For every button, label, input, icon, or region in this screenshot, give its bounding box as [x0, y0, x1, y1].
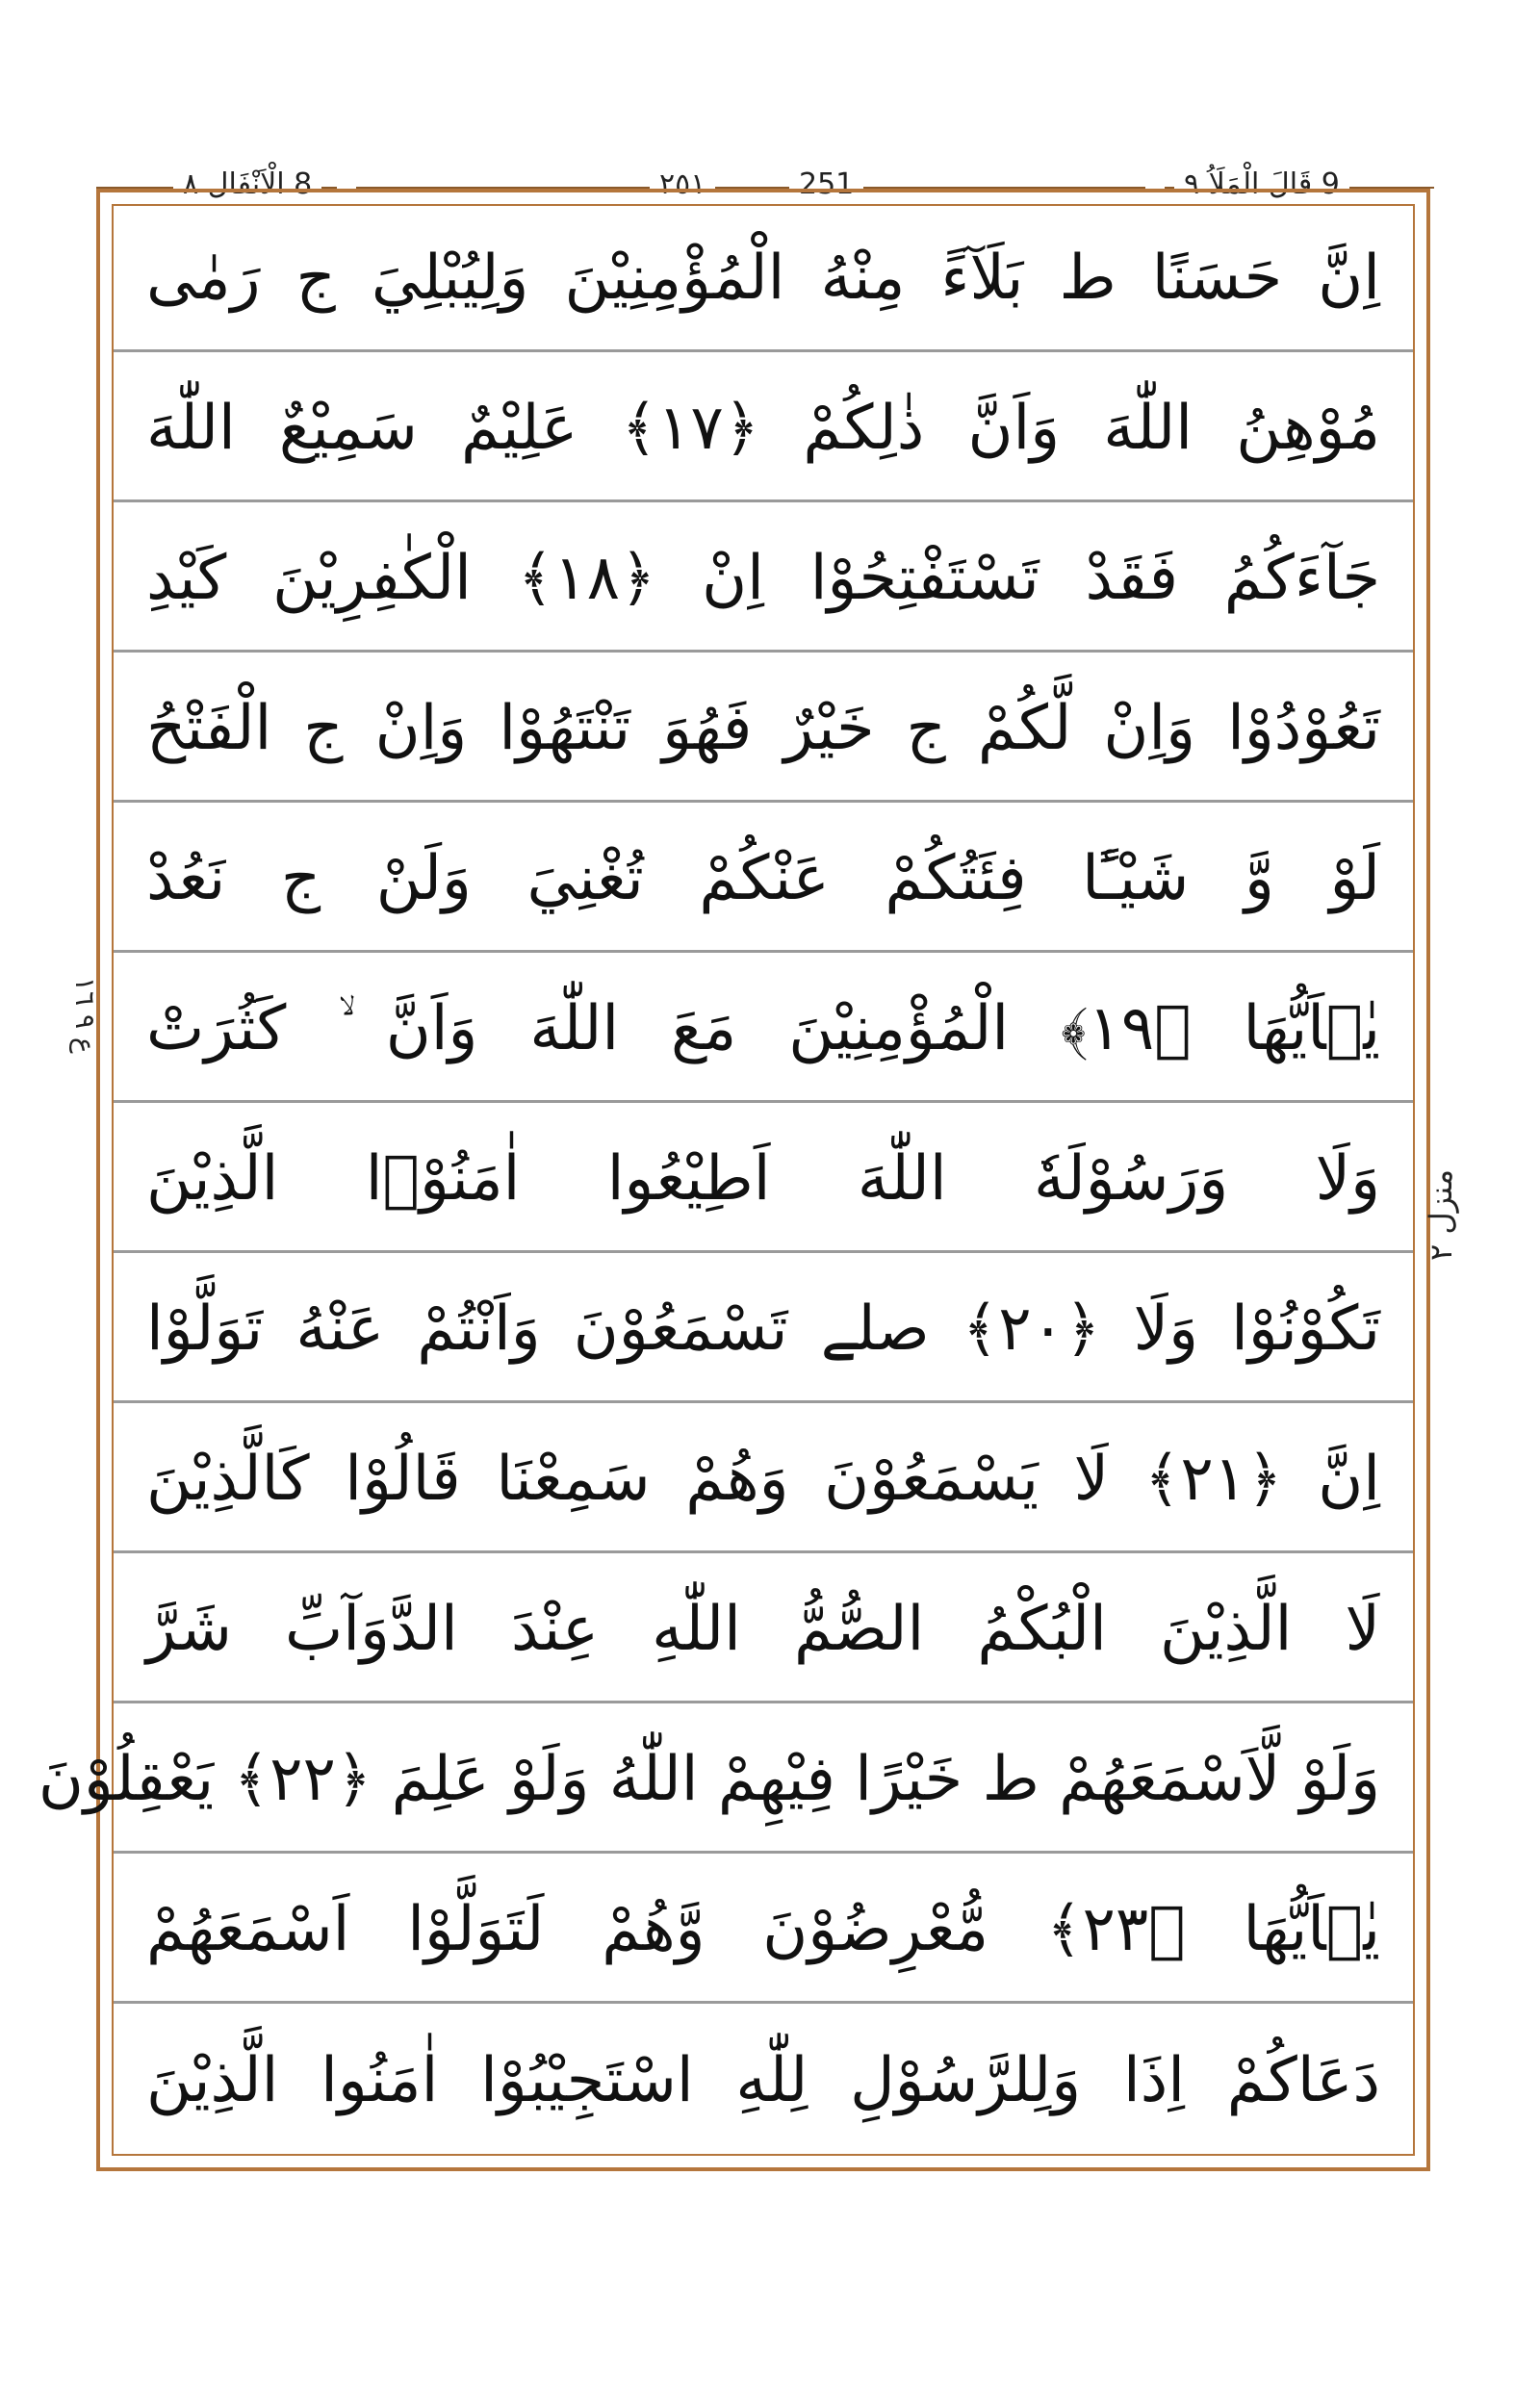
text-line: [114, 1857, 1413, 2004]
manzil-marker: منزل ٢: [1423, 1168, 1459, 1261]
text-line: [114, 1107, 1413, 1253]
line-text: وَلَوْ لَّاَسْمَعَهُمْ ط خَيْرًا فِيْهِمْ اللّٰهُ وَلَوْ عَلِمَ ﴿٢٢﴾ يَعْقِلُوْنَ: [38, 1743, 1380, 1815]
text-line: [114, 2008, 1413, 2154]
header-page-number-arabic: ٢٥١: [650, 166, 715, 204]
header-surah-name: 8 الْاَنْفَال ٨: [173, 166, 321, 204]
text-line: [38, 1707, 1413, 1854]
text-line: [114, 806, 1413, 953]
text-line: [114, 1257, 1413, 1403]
line-text: تَعُوْدُوْا وَاِنْ لَّكُمْ ج خَيْرٌ فَهُوَ تَنْتَهُوْا وَاِنْ ج الْفَتْحُ: [146, 692, 1380, 764]
line-text: يٰۤاَيُّهَا ﴿٢٣﴾ مُّعْرِضُوْنَ وَّهُمْ لَتَوَلَّوْا اَسْمَعَهُمْ: [146, 1893, 1381, 1965]
text-line: [114, 356, 1413, 502]
ruku-marker: ع ٩ ١٦: [69, 977, 101, 1054]
header-page-number: 251: [789, 166, 863, 204]
text-line: [114, 506, 1413, 653]
line-text: جَآءَكُمُ فَقَدْ تَسْتَفْتِحُوْا اِنْ ﴿١٨﴾ الْكٰفِرِيْنَ كَيْدِ: [146, 542, 1380, 614]
text-line: [114, 656, 1413, 803]
text-line: [114, 1557, 1413, 1703]
text-line: [114, 957, 1413, 1103]
line-text: دَعَاكُمْ اِذَا وَلِلرَّسُوْلِ لِلّٰهِ اسْتَجِيْبُوْا اٰمَنُوا الَّذِيْنَ: [146, 2045, 1380, 2116]
line-text: تَكُوْنُوْا وَلَا ﴿٢٠﴾ صلے تَسْمَعُوْنَ وَاَنْتُمْ عَنْهُ تَوَلَّوْا: [146, 1293, 1380, 1365]
line-text: مُوْهِنُ اللّٰهَ وَاَنَّ ذٰلِكُمْ ﴿١٧﴾ عَلِيْمٌ سَمِيْعٌ اللّٰهَ: [146, 392, 1381, 464]
text-line: [114, 206, 1413, 352]
line-text: اِنَّ حَسَنًا ط بَلَآءً مِنْهُ الْمُؤْمِنِيْنَ وَلِيُبْلِيَ ج رَمٰى: [146, 242, 1380, 314]
line-text: وَلَا وَرَسُوْلَهٗ اللّٰهَ اَطِيْعُوا اٰمَنُوْۤا الَّذِيْنَ: [146, 1142, 1380, 1215]
line-text: لَا الَّذِيْنَ الْبُكْمُ الصُّمُّ اللّٰهِ عِنْدَ الدَّوَآبِّ شَرَّ: [146, 1593, 1380, 1665]
text-line: [114, 1407, 1413, 1553]
line-text: لَوْ وَّ شَيْـًٔا فِئَتُكُمْ عَنْكُمْ تُغْنِيَ وَلَنْ ج نَعُدْ: [146, 842, 1380, 914]
header-juz-name: 9 قَالَ الْمَلَاُ ٩: [1174, 166, 1349, 204]
line-text: يٰۤاَيُّهَا ﴿١٩﴾ الْمُؤْمِنِيْنَ مَعَ اللّٰهَ وَاَنَّ ۙ كَثُرَتْ: [146, 992, 1381, 1064]
line-text: اِنَّ ﴿٢١﴾ لَا يَسْمَعُوْنَ وَهُمْ سَمِعْنَا قَالُوْا كَالَّذِيْنَ: [146, 1443, 1381, 1515]
